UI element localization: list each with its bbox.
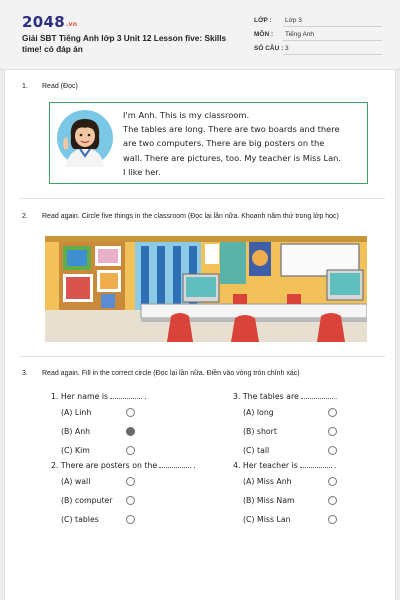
option-label: (C) Kim [61,446,90,455]
meta-grade-key: LỚP : [254,17,272,24]
meta-subject-value: Tiếng Anh [285,31,315,38]
meta-subject [254,31,382,44]
page-header [0,0,400,70]
option-label: (C) Miss Lan [243,515,291,524]
question-end: . [144,392,147,401]
question-end: . [333,461,337,470]
option-radio[interactable] [328,446,337,455]
option-label: (B) Anh [61,427,91,436]
question-end: . [193,461,196,470]
divider [19,356,385,357]
meta-subject-key: MÔN : [254,31,274,38]
option-label: (C) tall [243,446,270,455]
answer-blank [159,460,191,468]
mcq-question-title [51,391,147,401]
option-radio[interactable] [328,408,337,417]
question-1-label: Read (Đọc) [42,83,78,90]
question-3-heading [22,370,300,377]
option-label: (A) wall [61,477,91,486]
question-1-heading [22,83,78,90]
option-label: (A) Miss Anh [243,477,292,486]
answer-blank [110,391,142,399]
reading-passage-box [49,102,368,184]
site-logo[interactable] [22,13,77,31]
question-text: 1. Her name is [51,392,109,401]
answer-blank [300,460,332,468]
mcq-question-2 [51,460,221,530]
question-2-number: 2. [22,213,28,220]
passage-line: wall. There are pictures, too. My teacher is Miss Lan. [123,152,342,163]
mcq-question-title [51,460,196,470]
passage-line: are two computers. There are big posters on the [123,138,325,149]
option-label: (B) Miss Nam [243,496,295,505]
option-radio[interactable] [126,408,135,417]
question-2-label: Read again. Circle five things in the classroom (Đọc lại lần nữa. Khoanh năm thứ trong lớp học) [42,213,339,220]
question-2-heading [22,213,339,220]
option-label: (A) long [243,408,274,417]
logo-text: 2048 [22,13,65,31]
passage-line: I'm Anh. This is my classroom. [123,110,250,120]
answer-blank [301,391,333,399]
mcq-question-3 [233,391,373,461]
girl-avatar-image [56,109,114,167]
meta-grade-value: Lớp 3 [285,17,302,24]
meta-question-count [254,45,382,58]
meta-count-key: SỐ CÂU : [254,45,284,52]
classroom-illustration [45,236,367,342]
option-radio[interactable] [126,477,135,486]
option-label: (A) Linh [61,408,92,417]
question-text: 2. There are posters on the [51,461,158,470]
option-radio[interactable] [328,477,337,486]
question-3-label: Read again. Fill in the correct circle (Đọc lại lần nữa. Điền vào vòng tròn chính xác) [42,370,300,377]
option-radio[interactable] [126,446,135,455]
passage-line: I like her. [123,166,161,177]
document-title: Giải SBT Tiếng Anh lớp 3 Unit 12 Lesson five: Skills time! có đáp án [22,33,227,54]
option-radio[interactable] [328,427,337,436]
option-radio[interactable] [328,496,337,505]
option-radio[interactable] [126,515,135,524]
option-radio[interactable] [126,496,135,505]
passage-line: The tables are long. There are two boards and there [123,124,340,135]
question-text: 3. The tables are [233,392,299,401]
option-label: (B) short [243,427,277,436]
option-radio[interactable] [328,515,337,524]
question-1-number: 1. [22,83,28,90]
mcq-question-title [233,391,337,401]
worksheet-page [4,70,396,600]
meta-count-value: 3 [285,45,289,52]
reading-passage-text [123,108,363,179]
option-label: (C) tables [61,515,99,524]
divider [19,198,385,199]
logo-suffix: .vn [65,21,78,28]
question-end: . [334,392,338,401]
option-label: (B) computer [61,496,113,505]
question-text: 4. Her teacher is [233,461,298,470]
mcq-question-4 [233,460,373,530]
mcq-question-1 [51,391,191,461]
meta-grade [254,17,382,30]
question-3-number: 3. [22,370,28,377]
option-radio-selected[interactable] [126,427,135,436]
mcq-question-title [233,460,336,470]
